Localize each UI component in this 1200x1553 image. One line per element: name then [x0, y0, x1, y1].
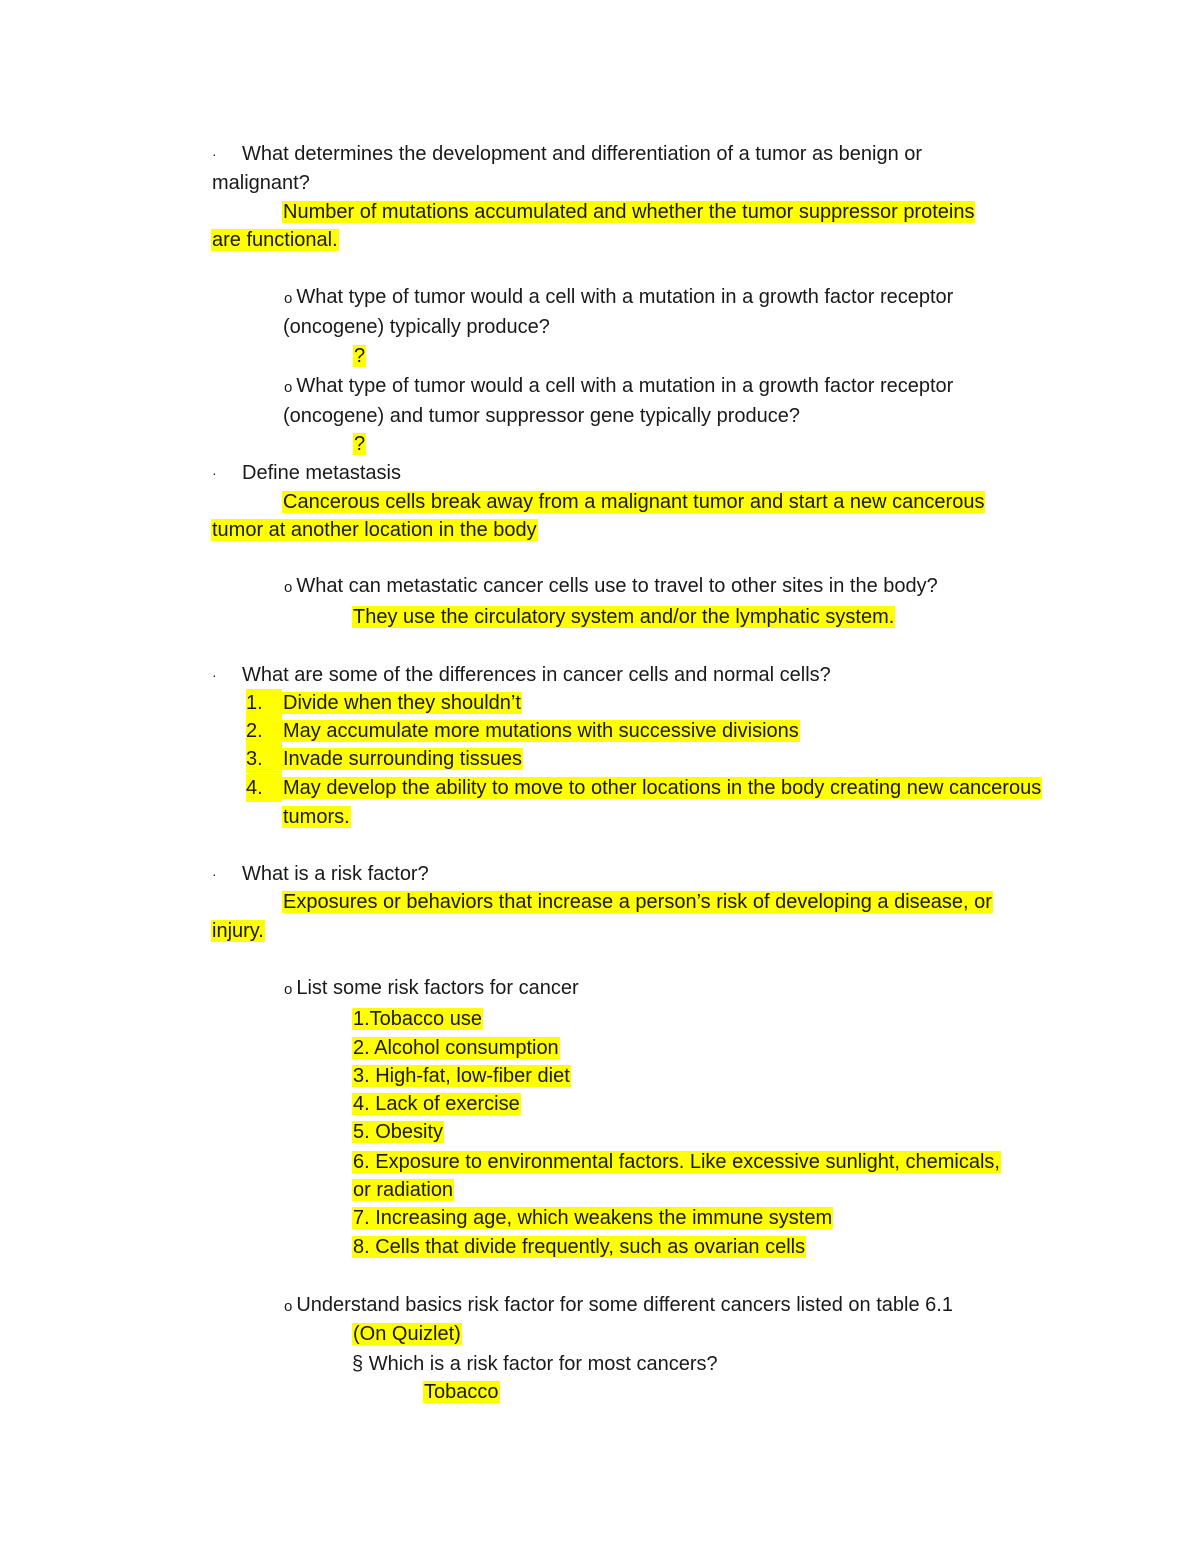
o-bullet: o — [284, 379, 293, 396]
list-item: 3. Invade surrounding tissues — [246, 745, 523, 773]
subquestion-oncogene: o What type of tumor would a cell with a mutation in a growth factor receptor — [284, 286, 954, 308]
subquestion-metastatic-travel: o What can metastatic cancer cells use to travel to other sites in the body? — [284, 575, 938, 597]
question-cancer-vs-normal: What are some of the differences in cancer cells and normal cells? — [242, 664, 831, 686]
subquestion-oncogene-line2: (oncogene) typically produce? — [283, 316, 550, 338]
o-bullet: o — [284, 579, 293, 596]
list-item-continuation: tumors. — [283, 806, 350, 828]
risk-factor-item: 1.Tobacco use — [353, 1008, 482, 1030]
risk-factor-item: 8. Cells that divide frequently, such as ovarian cells — [353, 1236, 806, 1258]
question-tumor-development-line2: malignant? — [212, 172, 310, 194]
answer-metastatic-travel: They use the circulatory system and/or the lymphatic system. — [353, 606, 895, 628]
bullet-dot: · — [212, 866, 217, 882]
subquestion-oncogene-suppressor-line2: (oncogene) and tumor suppressor gene typically produce? — [283, 405, 800, 427]
answer-risk-factor-line2: injury. — [212, 920, 264, 942]
bullet-dot: · — [212, 146, 217, 162]
risk-factor-item: 6. Exposure to environmental factors. Like excessive sunlight, chemicals, — [353, 1151, 1000, 1173]
risk-factor-item: 3. High-fat, low-fiber diet — [353, 1065, 570, 1087]
list-item: 2. May accumulate more mutations with successive divisions — [246, 717, 800, 745]
risk-factor-item: or radiation — [353, 1179, 454, 1201]
question-risk-factor: What is a risk factor? — [242, 863, 429, 885]
answer-metastasis-line2: tumor at another location in the body — [212, 519, 537, 541]
subsub-question-most-cancers: § Which is a risk factor for most cancers? — [352, 1353, 718, 1375]
subquestion-table-risk-factors: o Understand basics risk factor for some different cancers listed on table 6.1 — [284, 1294, 953, 1316]
bullet-dot: · — [212, 667, 217, 683]
question-tumor-development-line1: What determines the development and differentiation of a tumor as benign or — [242, 143, 923, 165]
o-bullet: o — [284, 290, 293, 307]
answer-tumor-development-line2: are functional. — [212, 229, 338, 251]
answer-most-cancers: Tobacco — [424, 1381, 499, 1403]
o-bullet: o — [284, 981, 293, 998]
list-item: 4. May develop the ability to move to other locations in the body creating new cancerous — [246, 774, 1042, 802]
answer-oncogene: ? — [354, 345, 366, 367]
bullet-dot: · — [212, 465, 217, 481]
risk-factor-item: 5. Obesity — [353, 1121, 444, 1143]
subquestion-oncogene-suppressor: o What type of tumor would a cell with a mutation in a growth factor receptor — [284, 375, 954, 397]
answer-oncogene-suppressor: ? — [354, 433, 366, 455]
answer-tumor-development-line1: Number of mutations accumulated and whether the tumor suppressor proteins — [283, 201, 975, 223]
section-bullet: § — [352, 1353, 364, 1375]
answer-risk-factor-line1: Exposures or behaviors that increase a person’s risk of developing a disease, or — [283, 891, 992, 913]
list-item: 1. Divide when they shouldn’t — [246, 689, 522, 717]
o-bullet: o — [284, 1298, 293, 1315]
subquestion-list-risk-factors: o List some risk factors for cancer — [284, 977, 579, 999]
risk-factor-item: 4. Lack of exercise — [353, 1093, 520, 1115]
risk-factor-item: 7. Increasing age, which weakens the immune system — [353, 1207, 833, 1229]
answer-metastasis-line1: Cancerous cells break away from a malignant tumor and start a new cancerous — [283, 491, 985, 513]
question-define-metastasis: Define metastasis — [242, 462, 401, 484]
risk-factor-item: 2. Alcohol consumption — [353, 1037, 559, 1059]
quizlet-note: (On Quizlet) — [353, 1323, 461, 1345]
